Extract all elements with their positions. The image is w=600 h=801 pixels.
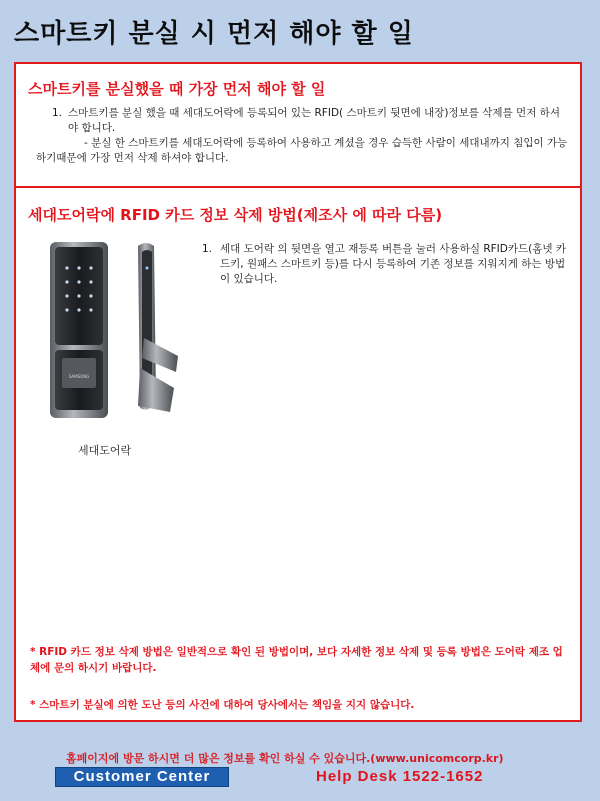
- homepage-note: 홈페이지에 방문 하시면 더 많은 정보를 확인 하실 수 있습니다.(www.unicomcorp.kr): [66, 752, 504, 765]
- door-lock-icon: [42, 238, 202, 418]
- content-panel: [14, 62, 582, 722]
- help-desk-phone: Help Desk 1522-1652: [316, 768, 484, 785]
- section-heading: 스마트키를 분실했을 때 가장 먼저 해야 할 일: [28, 80, 326, 98]
- lock-brand-label: SAMSUNG: [68, 374, 90, 379]
- list-item-text: 세대 도어락 의 뒷면을 열고 재등록 버튼을 눌러 사용하실 RFID카드(홈넷 카드키, 원패스 스마트키 등)를 다시 등록하여 기존 정보를 지워지게 하는 방법이 있습니다.: [220, 243, 566, 285]
- section-heading: 세대도어락에 RFID 카드 정보 삭제 방법(제조사 에 따라 다름): [28, 206, 443, 224]
- footnote-disclaimer: * 스마트키 분실에 의한 도난 등의 사건에 대하여 당사에서는 책임을 지지 않습니다.: [30, 699, 415, 711]
- list-number: 1.: [202, 243, 213, 255]
- list-item: [202, 242, 572, 287]
- customer-center-button[interactable]: Customer Center: [55, 767, 229, 787]
- door-lock-image: [42, 238, 202, 418]
- page-title: 스마트키 분실 시 먼저 해야 할 일: [14, 19, 414, 49]
- list-item: [52, 106, 568, 136]
- note-text: - 분실 한 스마트키를 세대도어락에 등록하여 사용하고 계셨을 경우 습득한 사람이 세대내까지 침입이 가능 하기때문에 가장 먼저 삭제 하셔야 합니다.: [36, 137, 568, 164]
- section-rfid-delete: [16, 188, 580, 724]
- list-number: 1.: [52, 107, 63, 119]
- footnote-method: * RFID 카드 정보 삭제 방법은 일반적으로 확인 된 방법이며, 보다 자세한 정보 삭제 및 등록 방법은 도어락 제조 업체에 문의 하시기 바랍니다.: [30, 646, 563, 674]
- section-lost-key: [16, 64, 580, 188]
- list-item-text: 스마트키를 분실 했을 때 세대도어락에 등록되어 있는 RFID( 스마트키 뒷면에 내장)정보를 삭제를 먼저 하셔야 합니다.: [68, 107, 560, 134]
- lock-caption: 세대도어락: [78, 444, 132, 457]
